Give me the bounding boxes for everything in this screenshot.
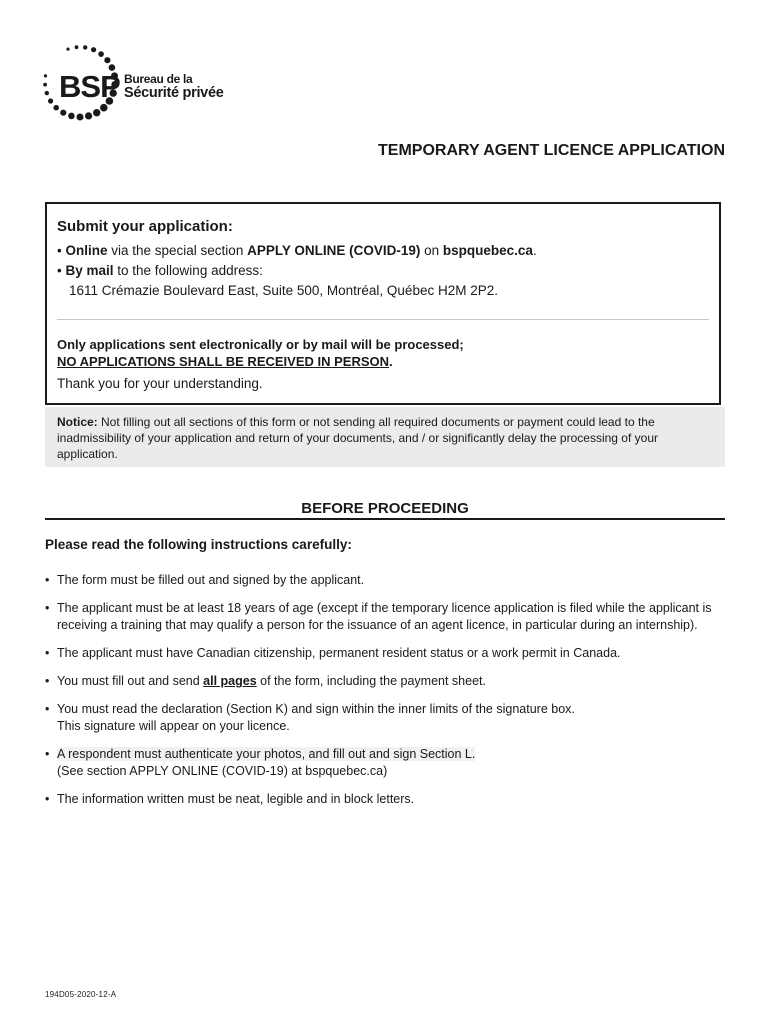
instruction-item bbox=[45, 673, 735, 690]
logo-dot bbox=[91, 47, 96, 52]
logo-dot bbox=[60, 110, 66, 116]
bullet: • bbox=[57, 263, 66, 278]
submit-application-box bbox=[45, 202, 721, 405]
logo-dot bbox=[100, 104, 108, 112]
notice-text: Not filling out all sections of this form or not sending all required documents or payment could lead to the inadmissibility of your application and return of your documents, and / or significantly delay the processing of your application. bbox=[57, 415, 658, 461]
submit-mail-line bbox=[57, 261, 709, 281]
instructions-list bbox=[45, 572, 735, 819]
item5-line-2: This signature will appear on your licence. bbox=[57, 719, 290, 733]
mail-label: By mail bbox=[65, 263, 114, 278]
online-end: . bbox=[532, 243, 537, 258]
logo-dot bbox=[68, 113, 75, 120]
logo-dot bbox=[48, 98, 53, 103]
notice-label: Notice: bbox=[57, 415, 98, 429]
logo-dot bbox=[53, 105, 59, 111]
online-label: Online bbox=[65, 243, 108, 258]
item6-line-1: A respondent must authenticate your photos, and fill out and sign Section L. bbox=[57, 747, 476, 761]
online-website: bspquebec.ca bbox=[442, 243, 533, 258]
document-title: TEMPORARY AGENT LICENCE APPLICATION bbox=[378, 142, 725, 159]
item5-line-1: You must read the declaration (Section K) and sign within the inner limits of the signature box. bbox=[57, 702, 575, 716]
all-pages-emphasis: all pages bbox=[203, 674, 257, 688]
instructions-heading: Please read the following instructions carefully: bbox=[45, 537, 352, 552]
logo-dot bbox=[77, 114, 84, 121]
online-text: via the special section bbox=[107, 243, 248, 258]
mail-text: to the following address: bbox=[113, 263, 263, 278]
online-section-name: APPLY ONLINE (COVID-19) bbox=[247, 243, 421, 258]
instruction-item bbox=[45, 746, 735, 780]
logo-organization-name bbox=[124, 72, 223, 100]
processing-warning bbox=[57, 336, 709, 370]
logo-dot bbox=[66, 48, 69, 51]
instruction-item: • The applicant must have Canadian citizenship, permanent resident status or a work permit in Canada. bbox=[45, 645, 735, 662]
logo-dot bbox=[44, 74, 47, 77]
warning-line-2 bbox=[57, 353, 709, 370]
bullet: • bbox=[57, 243, 66, 258]
logo-line-2: Sécurité privée bbox=[124, 85, 224, 101]
instruction-item: • The form must be filled out and signed by the applicant. bbox=[45, 572, 735, 589]
instruction-item: • The applicant must be at least 18 years of age (except if the temporary licence application is filed while the applicant is receiving a training that may qualify a person for the issuance of an agent licence, in particular during an internship). bbox=[45, 600, 735, 634]
mailing-address: 1611 Crémazie Boulevard East, Suite 500, Montréal, Québec H2M 2P2. bbox=[69, 283, 498, 298]
divider bbox=[57, 319, 709, 320]
logo-line-1: Bureau de la bbox=[124, 72, 193, 86]
no-in-person-notice: NO APPLICATIONS SHALL BE RECEIVED IN PERSON bbox=[57, 354, 390, 369]
logo-dot bbox=[93, 109, 100, 116]
section-rule bbox=[45, 518, 725, 520]
notice-panel bbox=[45, 407, 725, 467]
item4-pre: You must fill out and send bbox=[57, 674, 204, 688]
instruction-item bbox=[45, 701, 735, 735]
submit-heading: Submit your application: bbox=[57, 218, 233, 235]
instruction-item: • The information written must be neat, legible and in block letters. bbox=[45, 791, 735, 808]
logo-dot bbox=[45, 91, 49, 95]
form-code: 194D05-2020-12-A bbox=[45, 990, 117, 999]
bsp-logo bbox=[38, 42, 258, 126]
item4-post: of the form, including the payment sheet. bbox=[256, 674, 486, 688]
before-proceeding-title: BEFORE PROCEEDING bbox=[301, 500, 469, 517]
logo-dot bbox=[85, 112, 92, 119]
logo-dot bbox=[75, 45, 79, 49]
logo-dot bbox=[104, 57, 110, 63]
thank-you-text: Thank you for your understanding. bbox=[57, 376, 263, 391]
logo-dot bbox=[43, 83, 47, 87]
item6-line-2: (See section APPLY ONLINE (COVID-19) at bspquebec.ca) bbox=[57, 764, 388, 778]
warning-end: . bbox=[389, 354, 393, 369]
logo-dot bbox=[98, 51, 104, 57]
online-on-text: on bbox=[420, 243, 443, 258]
logo-dot bbox=[83, 45, 87, 49]
logo-abbreviation: BSP bbox=[59, 69, 120, 104]
warning-line-1: Only applications sent electronically or by mail will be processed; bbox=[57, 337, 464, 352]
submit-online-line bbox=[57, 241, 709, 261]
